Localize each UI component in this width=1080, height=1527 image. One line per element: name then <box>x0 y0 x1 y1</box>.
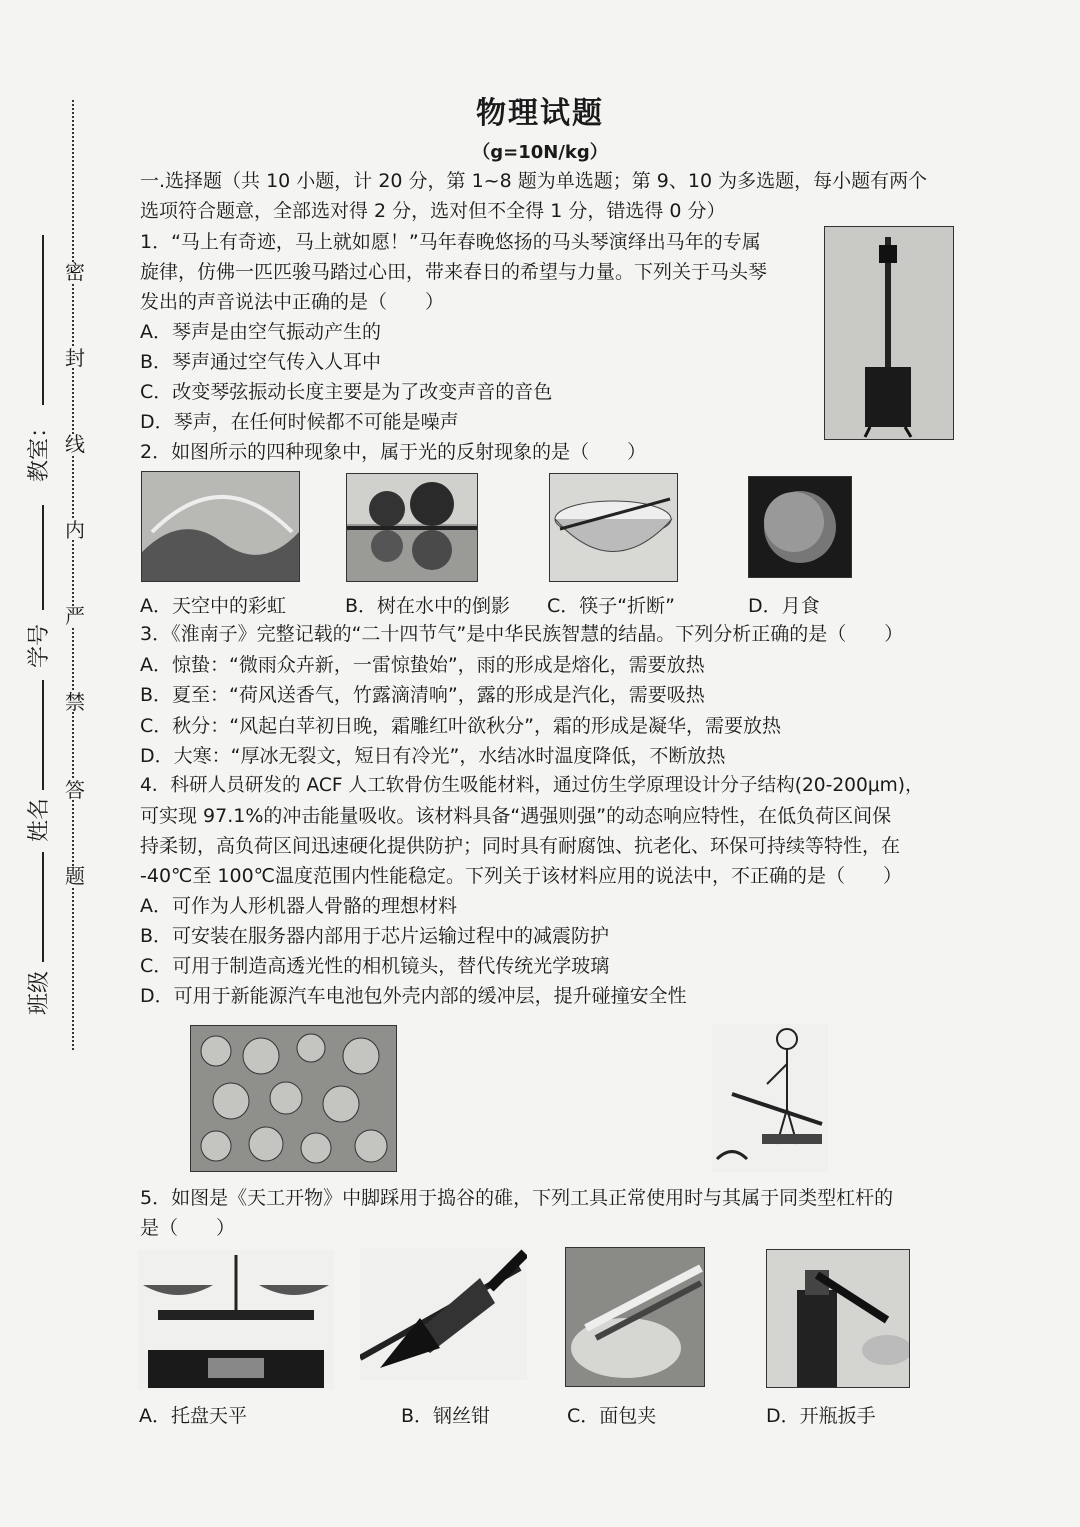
q5-stem: 5．如图是《天工开物》中脚踩用于捣谷的碓，下列工具正常使用时与其属于同类型杠杆的 <box>140 1187 894 1209</box>
field-classroom: 教室： <box>27 415 52 482</box>
q4-option-c: C．可用于制造高透光性的相机镜头，替代传统光学玻璃 <box>140 955 610 977</box>
rainbow-image <box>141 471 300 582</box>
q5-option-b: B．钢丝钳 <box>401 1405 491 1427</box>
seal-char: 答 <box>65 778 85 802</box>
q4-option-b: B．可安装在服务器内部用于芯片运输过程中的减震防护 <box>140 925 610 947</box>
field-class: 班级 <box>27 970 52 1015</box>
q3-option-d: D．大寒：“厚冰无裂文，短日有冷光”，水结冰时温度降低，不断放热 <box>140 745 726 767</box>
q5-option-a: A．托盘天平 <box>139 1405 247 1427</box>
tray-balance-image <box>138 1250 334 1390</box>
page-title: 物理试题 <box>476 96 604 131</box>
bread-tongs-image <box>565 1247 705 1387</box>
q4-stem: 4．科研人员研发的 ACF 人工软骨仿生吸能材料，通过仿生学原理设计分子结构(20-200μm)， <box>140 775 924 796</box>
seal-char: 严 <box>65 604 85 628</box>
tree-reflection-image <box>346 473 478 582</box>
q2-option-b: B．树在水中的倒影 <box>345 595 511 617</box>
seal-char: 线 <box>65 432 85 456</box>
q1-stem: 发出的声音说法中正确的是（ ） <box>140 291 445 313</box>
seal-char: 题 <box>65 864 85 888</box>
field-line <box>42 852 44 962</box>
q5-option-d: D．开瓶扳手 <box>766 1405 876 1427</box>
page-subtitle: （g=10N/kg） <box>472 142 608 163</box>
q3-option-a: A．惊蛰：“微雨众卉新，一雷惊蛰始”，雨的形成是熔化，需要放热 <box>140 654 705 676</box>
section-intro: 选项符合题意，全部选对得 2 分，选对但不全得 1 分，错选得 0 分） <box>140 200 726 222</box>
material-microstructure-image <box>190 1025 397 1172</box>
q3-option-b: B．夏至：“荷风送香气，竹露滴清响”，露的形成是汽化，需要吸热 <box>140 684 705 706</box>
q1-option-a: A．琴声是由空气振动产生的 <box>140 321 381 343</box>
foot-pestle-image <box>712 1024 828 1172</box>
q2-option-a: A．天空中的彩虹 <box>140 595 286 617</box>
q1-stem: 旋律，仿佛一匹匹骏马踏过心田，带来春日的希望与力量。下列关于马头琴 <box>140 261 768 283</box>
section-intro: 一.选择题（共 10 小题，计 20 分，第 1~8 题为单选题；第 9、10 为多选题，每小题有两个 <box>140 170 928 192</box>
field-line <box>42 235 44 405</box>
q3-stem: 3．《淮南子》完整记载的“二十四节气”是中华民族智慧的结晶。下列分析正确的是（ ） <box>140 623 904 645</box>
q5-option-c: C．面包夹 <box>567 1405 657 1427</box>
field-name: 姓名 <box>27 797 52 842</box>
q2-option-c: C．筷子“折断” <box>547 595 675 617</box>
q2-stem: 2．如图所示的四种现象中，属于光的反射现象的是（ ） <box>140 441 647 463</box>
matouqin-image <box>824 226 954 440</box>
bottle-opener-image <box>766 1249 910 1388</box>
q4-option-d: D．可用于新能源汽车电池包外壳内部的缓冲层，提升碰撞安全性 <box>140 985 687 1007</box>
seal-char: 封 <box>65 346 85 370</box>
q4-stem: 可实现 97.1%的冲击能量吸收。该材料具备“遇强则强”的动态响应特性，在低负荷区间保 <box>140 805 892 827</box>
lunar-eclipse-image <box>748 476 852 578</box>
binding-dotted-line <box>72 100 74 1050</box>
q5-stem: 是（ ） <box>140 1217 236 1239</box>
field-line <box>42 680 44 790</box>
q4-stem: 持柔韧，高负荷区间迅速硬化提供防护；同时具有耐腐蚀、抗老化、环保可持续等特性，在 <box>140 835 901 857</box>
q2-option-d: D．月食 <box>748 595 820 617</box>
seal-char: 内 <box>65 518 85 542</box>
q4-option-a: A．可作为人形机器人骨骼的理想材料 <box>140 895 457 917</box>
chopsticks-image <box>549 473 678 582</box>
q1-option-b: B．琴声通过空气传入人耳中 <box>140 351 382 373</box>
seal-char: 密 <box>65 260 85 284</box>
q1-option-c: C．改变琴弦振动长度主要是为了改变声音的音色 <box>140 381 553 403</box>
wire-pliers-image <box>360 1248 527 1380</box>
q1-stem: 1．“马上有奇迹，马上就如愿！”马年春晚悠扬的马头琴演绎出马年的专属 <box>140 231 761 253</box>
field-line <box>42 505 44 610</box>
field-student-id: 学号 <box>27 623 52 668</box>
seal-char: 禁 <box>65 690 85 714</box>
q1-option-d: D．琴声，在任何时候都不可能是噪声 <box>140 411 459 433</box>
q4-stem: -40℃至 100℃温度范围内性能稳定。下列关于该材料应用的说法中，不正确的是（ ） <box>140 865 903 887</box>
q3-option-c: C．秋分：“风起白苹初日晚，霜雕红叶欲秋分”，霜的形成是凝华，需要放热 <box>140 715 781 737</box>
